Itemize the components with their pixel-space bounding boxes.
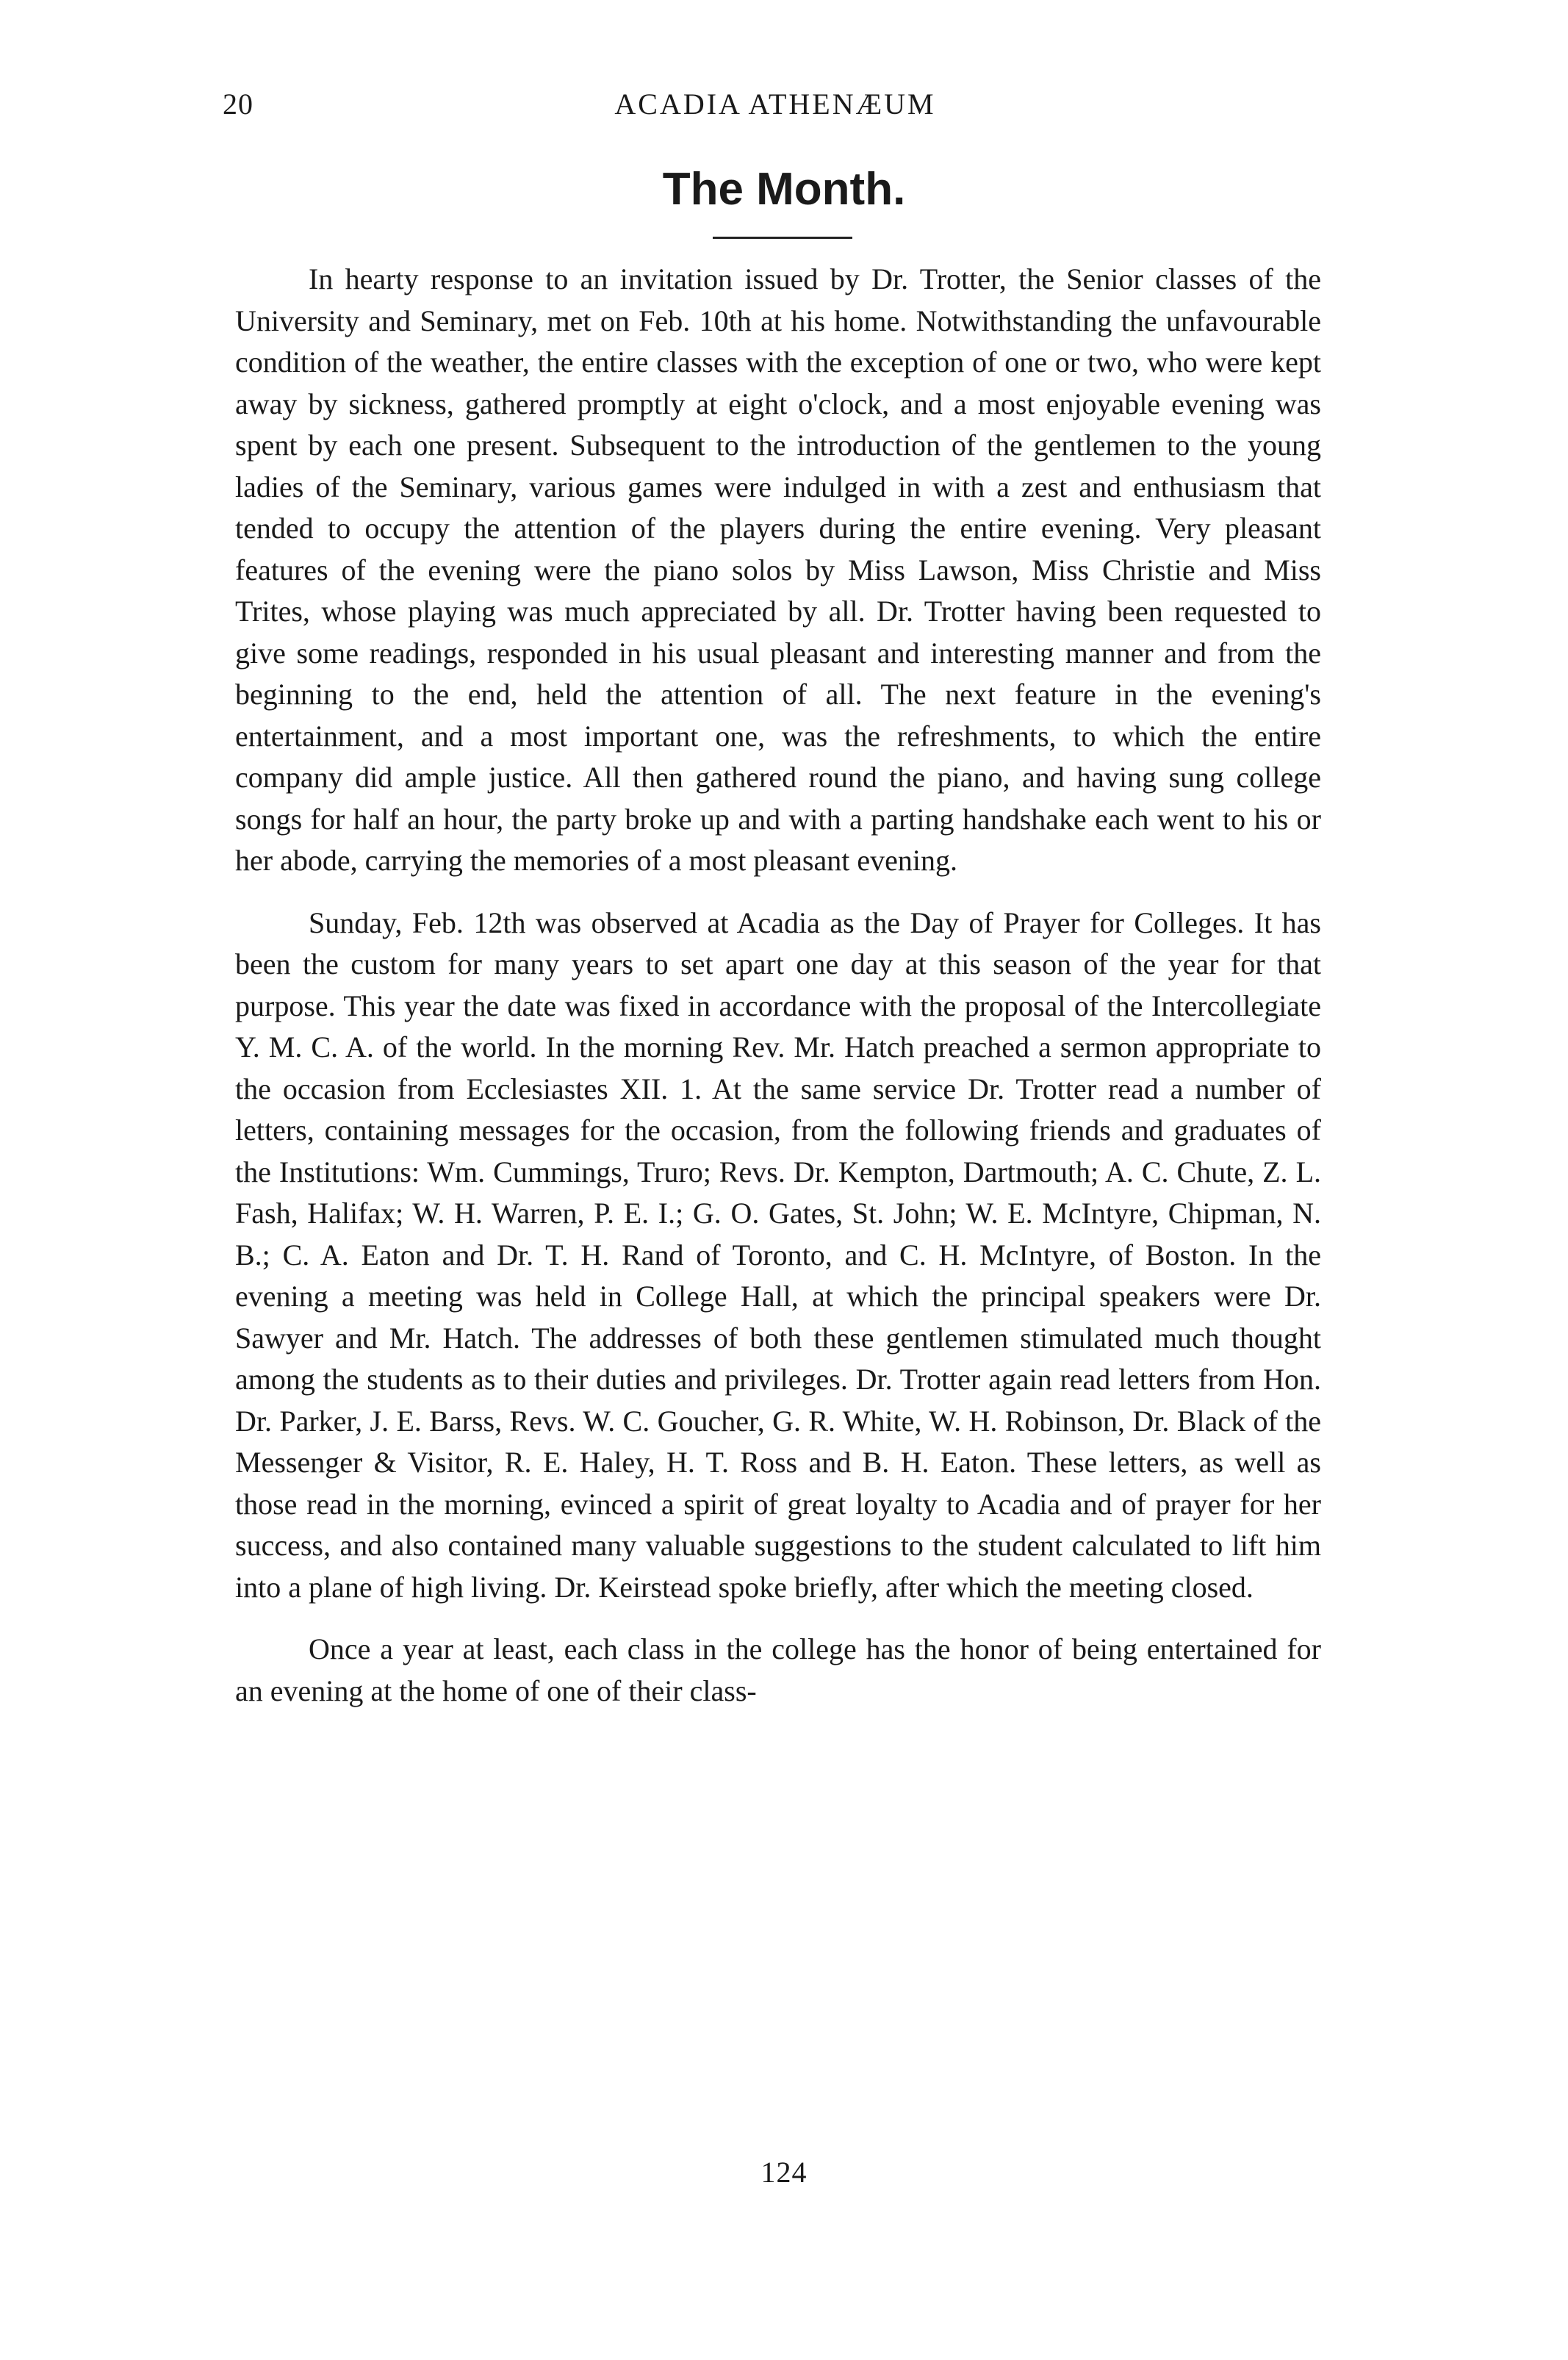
running-head: ACADIA ATHENÆUM bbox=[614, 87, 936, 121]
paragraph-senior-classes-evening: In hearty response to an invitation issued by Dr. Trotter, the Senior classes of the University and Seminary, met on Feb. 10th at his home. Notwithstanding the unfavourable condition of the weather, the entire classes with the exception of one or two, who were kept away by sickness, gathered promptly at eight o'clock, and a most enjoyable evening was spent by each one present. Subsequent to the introduction of the gentlemen to the young ladies of the Seminary, various games were indulged in with a zest and enthusiasm that tended to occupy the attention of the players during the entire evening. Very pleasant features of the evening were the piano solos by Miss Lawson, Miss Christie and Miss Trites, whose playing was much appreciated by all. Dr. Trotter having been requested to give some readings, responded in his usual pleasant and interesting manner and from the beginning to the end, held the attention of all. The next feature in the evening's entertainment, and a most important one, was the refreshments, to which the entire company did ample justice. All then gathered round the piano, and having sung college songs for half an hour, the party broke up and with a parting handshake each went to his or her abode, carrying the memories of a most pleasant evening. bbox=[235, 262, 1321, 877]
page-number-bottom: 124 bbox=[760, 2156, 808, 2189]
page-header bbox=[217, 87, 1334, 131]
paragraph-day-of-prayer: Sunday, Feb. 12th was observed at Acadia as the Day of Prayer for Colleges. It has been the custom for many years to set apart one day at this season of the year for that purpose. This year the date was fixed in accordance with the proposal of the Intercollegiate Y. M. C. A. of the world. In the morning Rev. Mr. Hatch preached a sermon appropriate to the occasion from Ecclesiastes XII. 1. At the same service Dr. Trotter read a number of letters, containing messages for the occasion, from the following friends and graduates of the Institutions: Wm. Cummings, Truro; Revs. Dr. Kempton, Dartmouth; A. C. Chute, Z. L. Fash, Halifax; W. H. Warren, P. E. I.; G. O. Gates, St. John; W. E. McIntyre, Chipman, N. B.; C. A. Eaton and Dr. T. H. Rand of Toronto, and C. H. McIntyre, of Boston. In the evening a meeting was held in College Hall, at which the principal speakers were Dr. Sawyer and Mr. Hatch. The addresses of both these gentlemen stimulated much thought among the students as to their duties and privileges. Dr. Trotter again read letters from Hon. Dr. Parker, J. E. Barss, Revs. W. C. Goucher, G. R. White, W. H. Robinson, Dr. Black of the Messenger & Visitor, R. E. Haley, H. T. Ross and B. H. Eaton. These letters, as well as those read in the morning, evinced a spirit of great loyalty to Acadia and of prayer for her success, and also contained many valuable suggestions to the student calculated to lift him into a plane of high living. Dr. Keirstead spoke briefly, after which the meeting closed. bbox=[235, 905, 1321, 1604]
article-body bbox=[235, 259, 1321, 1712]
title-rule bbox=[713, 237, 852, 239]
section-title: The Month. bbox=[662, 164, 906, 215]
paragraph-class-entertainment: Once a year at least, each class in the college has the honor of being entertained for an evening at the home of one of their class- bbox=[235, 1632, 1321, 1707]
page-number-top: 20 bbox=[223, 87, 253, 121]
